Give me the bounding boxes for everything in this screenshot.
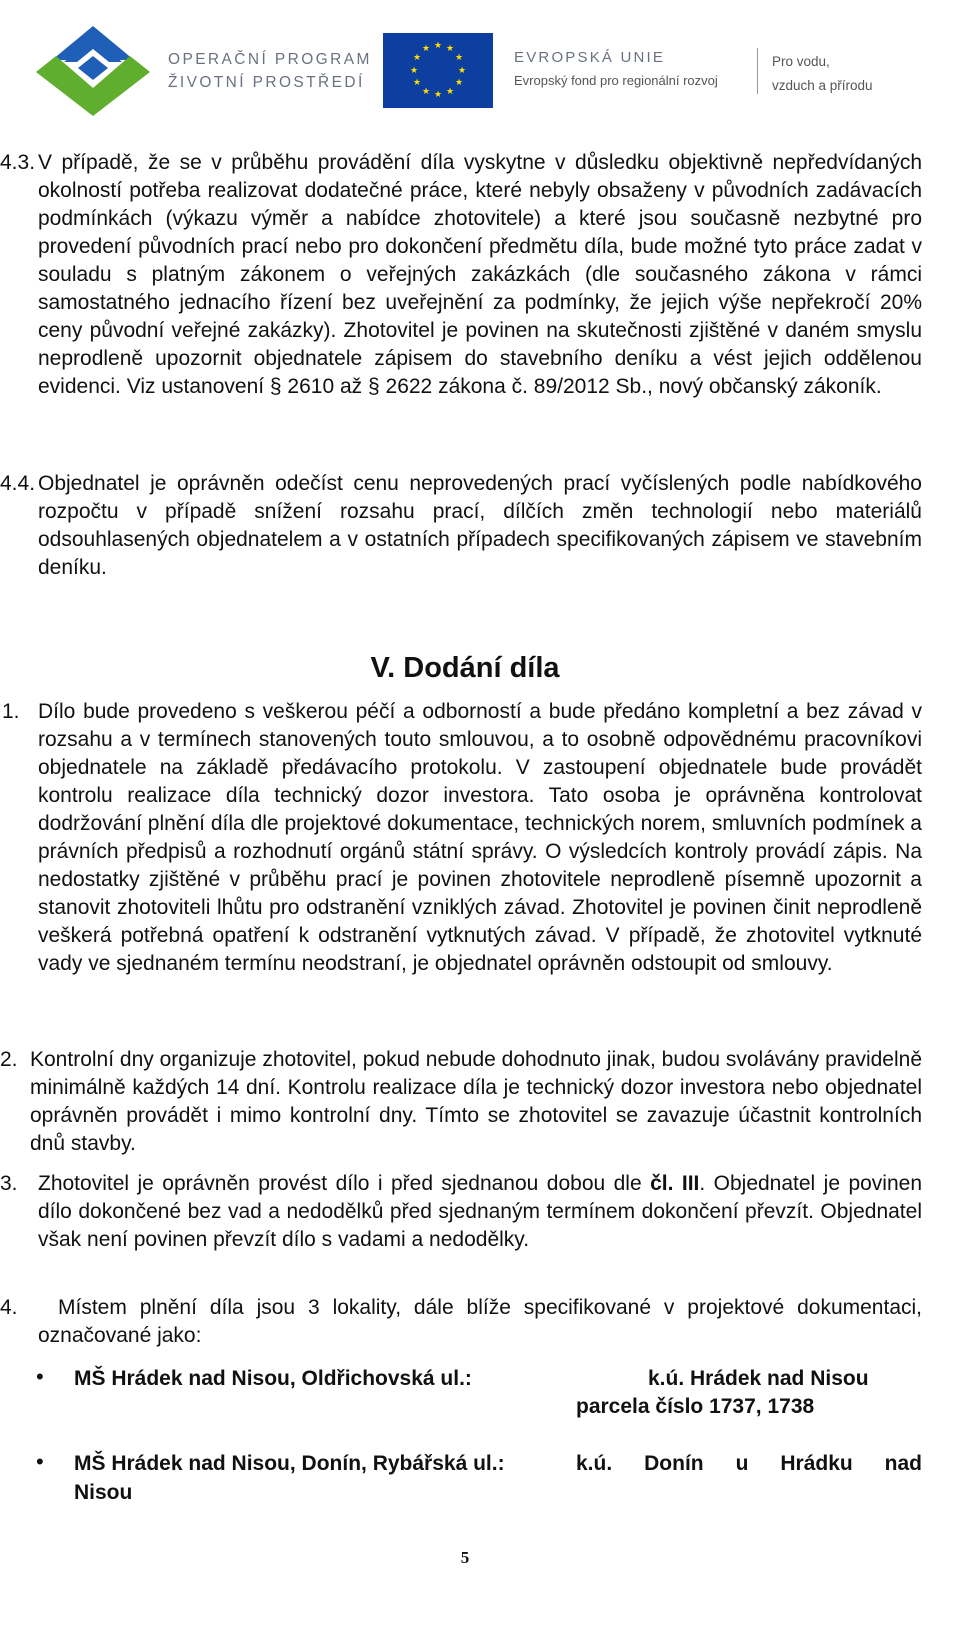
item-text: Kontrolní dny organizuje zhotovitel, pokud nebude dohodnuto jinak, budou svolávány pravidelně minimálně každých 14 dní. Kontrolu realizace díla je technický dozor investora nebo objednatel oprávněn provádět i mimo kontrolní dny. Tímto se zhotovitel se zavazuje účastnit kontrolních dnů stavby. bbox=[30, 1048, 922, 1155]
item-text: Dílo bude provedeno s veškerou péčí a odborností a bude předáno kompletní a bez závad v rozsahu a v termínech stanovených touto smlouvou, a to osobně odpovědnému pracovníkovi objednatele na základě předávacího protokolu. V zastoupení objednatele bude provádět kontrolu realizace díla technický dozor investora. Tato osoba je oprávněna kontrolovat dodržování plnění díla dle projektové dokumentace, technických norem, smluvních podmínek a právních předpisů a rozhodnutí orgánů státní správy. O výsledcích kontroly provádí zápis. Na nedostatky zjištěné v průběhu prací je povinen zhotovitele neprodleně písemně upozornit a stanovit zhotoviteli lhůtu pro odstranění vzniklých závad. Zhotovitel je povinen činit neprodleně veškerá potřebná opatření k odstranění vytknutých závad. V případě, že zhotovitel vytknuté vady ve sjednaném termínu neodstraní, je objednatel oprávněn odstoupit od smlouvy. bbox=[38, 700, 922, 975]
section-4-3 bbox=[0, 149, 922, 401]
svg-text:★: ★ bbox=[421, 44, 431, 54]
item-text-c: . Objednatel je povinen dílo dokončené bez vad a nedodělků před sjednaným termínem dokončení převzít. Objednatel však není povinen převzít dílo s vadami a nedodělky. bbox=[38, 1172, 922, 1251]
eu-fund-name: Evropský fond pro regionální rozvoj bbox=[514, 73, 718, 88]
list-item-3 bbox=[0, 1170, 922, 1254]
svg-text:★: ★ bbox=[409, 66, 419, 76]
parcel-numbers: parcela číslo 1737, 1738 bbox=[576, 1395, 815, 1418]
item-number: 1. bbox=[2, 700, 20, 723]
item-number: 4. bbox=[0, 1296, 18, 1319]
section-number: 4.3. bbox=[0, 151, 36, 174]
item-text-a: Zhotovitel je oprávněn provést dílo i před sjednanou dobou dle bbox=[38, 1172, 651, 1195]
item-text: Místem plnění díla jsou 3 lokality, dále blíže specifikované v projektové dokumentaci, označované jako: bbox=[38, 1296, 922, 1347]
slogan: Pro vodu, vzduch a přírodu bbox=[772, 54, 873, 93]
list-item-2 bbox=[0, 1046, 922, 1158]
svg-text:★: ★ bbox=[421, 87, 431, 97]
list-item-4 bbox=[0, 1294, 922, 1350]
svg-text:★: ★ bbox=[445, 44, 455, 54]
list-item-1 bbox=[2, 698, 922, 978]
item-number: 3. bbox=[0, 1172, 18, 1195]
section-heading: V. Dodání díla bbox=[370, 652, 560, 684]
bullet-icon: • bbox=[36, 1449, 44, 1474]
svg-text:★: ★ bbox=[433, 41, 443, 51]
section-4-4 bbox=[0, 470, 922, 582]
item-number: 2. bbox=[0, 1048, 18, 1071]
svg-text:★: ★ bbox=[454, 53, 464, 63]
svg-text:★: ★ bbox=[445, 87, 455, 97]
bullet-icon: • bbox=[36, 1364, 44, 1389]
op-zp-text: OPERAČNÍ PROGRAM ŽIVOTNÍ PROSTŘEDÍ bbox=[168, 51, 372, 91]
document-header bbox=[0, 0, 960, 130]
section-number: 4.4. bbox=[0, 472, 36, 495]
header-divider bbox=[757, 48, 758, 94]
cadastral-area-cont: Nisou bbox=[74, 1481, 133, 1504]
op-zp-logo bbox=[34, 22, 152, 118]
page-number: 5 bbox=[460, 1548, 470, 1567]
locality-name: MŠ Hrádek nad Nisou, Oldřichovská ul.: bbox=[74, 1367, 472, 1390]
svg-text:★: ★ bbox=[457, 66, 467, 76]
svg-text:★: ★ bbox=[433, 90, 443, 100]
item-text-bold: čl. III bbox=[650, 1172, 700, 1195]
paragraph-text: Objednatel je oprávněn odečíst cenu neprovedených prací vyčíslených podle nabídkového rozpočtu v případě snížení rozsahu prací, dílčích změn technologií nebo materiálů odsouhlasených objednatelem a v ostatních případech specifikovaných zápisem ve stavebním deníku. bbox=[38, 472, 922, 579]
locality-name: MŠ Hrádek nad Nisou, Donín, Rybářská ul.: bbox=[74, 1452, 505, 1475]
svg-text:★: ★ bbox=[412, 78, 422, 88]
paragraph-text: V případě, že se v průběhu provádění díla vyskytne v důsledku objektivně nepředvídaných okolností potřeba realizovat dodatečné práce, které nebyly obsaženy v původních zadávacích podmínkách (výkazu výměr a nabídce zhotovitele) a které jsou současně nezbytné pro provedení původních prací nebo pro dokončení předmětu díla, bude možné tyto práce zadat v souladu s platným zákonem o veřejných zakázkách (dle současného zákona v rámci samostatného jednacího řízení bez uveřejnění za podmínky, že jejich výše nepřekročí 20% ceny původní veřejné zakázky). Zhotovitel je povinen na skutečnosti zjištěné v daném smyslu neprodleně upozornit objednatele zápisem do stavebního deníku a vést jejich oddělenou evidenci. Viz ustanovení § 2610 až § 2622 zákona č. 89/2012 Sb., nový občanský zákoník. bbox=[38, 151, 922, 398]
cadastral-area: k.ú. Donín u Hrádku nad bbox=[576, 1452, 922, 1475]
svg-text:★: ★ bbox=[454, 78, 464, 88]
svg-text:★: ★ bbox=[412, 53, 422, 63]
eu-flag-icon bbox=[383, 33, 493, 108]
cadastral-area: k.ú. Hrádek nad Nisou bbox=[648, 1367, 869, 1390]
eu-title: EVROPSKÁ UNIE bbox=[514, 49, 666, 66]
